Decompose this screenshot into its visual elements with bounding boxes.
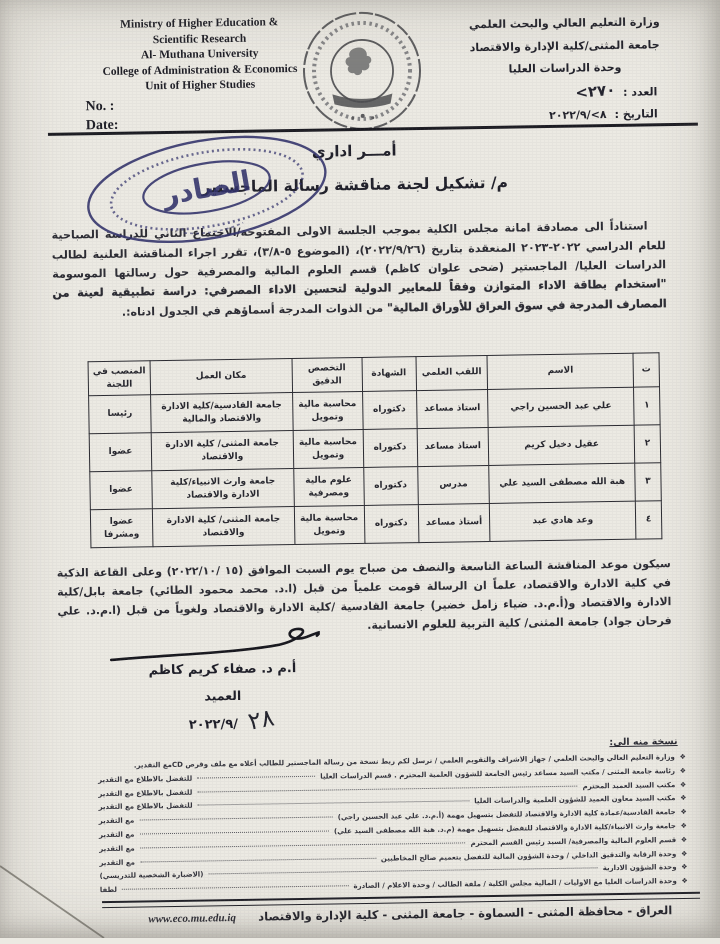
col-header-specialty: التخصص الدقيق [292, 357, 362, 392]
col-header-workplace: مكان العمل [150, 359, 292, 395]
date-label-ar: التاريخ : [614, 107, 658, 121]
diamond-bullet-icon: ❖ [680, 849, 688, 858]
distribution-text: وحدة الرقابة والتدقيق الداخلي / وحدة الشؤون المالية للتفضل بتعميم صالح المخاطبين [380, 849, 677, 863]
number-label: العدد : [622, 84, 658, 99]
distribution-note: للتفضل بالاطلاع مع التقدير [98, 802, 193, 812]
diamond-bullet-icon: ❖ [680, 794, 687, 803]
diamond-bullet-icon: ❖ [680, 835, 688, 844]
distribution-text: وحدة الدراسات العليا مع الاوليات / المالية مجلس الكلية / ملفة الطالب / وحدة الاعلام / الصادرة [353, 877, 677, 891]
cell-specialty: محاسبة مالية وتمويل [294, 505, 365, 544]
distribution-text: وزارة التعليم العالي والبحث العلمي / جهاز الاشراف والتقويم العلمي / نرسل لكم ربط نسخة من رسالة الماجستير للطالب أعلاه مع ملف وقرص CD [171, 753, 675, 769]
cell-workplace: جامعة وارث الانبياء/كلية الادارة والاقتصاد [152, 469, 294, 509]
distribution-heading: نسخة منه الى: [609, 736, 678, 749]
footer-address: العراق - محافظة المثنى - السماوة - جامعة المثنى - كلية الإدارة والاقتصاد [258, 903, 673, 924]
distribution-text: مكتب السيد العميد المحترم [582, 780, 676, 791]
letterhead-en-line: Ministry of Higher Education & [120, 16, 279, 31]
cell-degree: دكتوراه [364, 505, 419, 544]
dotted-leader [197, 785, 577, 792]
date-label-en: Date: [85, 117, 119, 134]
cell-index: ٤ [635, 501, 662, 539]
no-label: No. : [85, 98, 115, 115]
number-date-labels [85, 97, 118, 136]
distribution-list [98, 753, 688, 900]
letterhead-arabic [438, 11, 692, 129]
distribution-text: وحدة الشؤون الادارية [602, 863, 677, 873]
scan-fold-artifact [0, 858, 110, 938]
cell-degree: دكتوراه [363, 429, 418, 468]
cell-academic-title: استاذ مساعد [416, 389, 488, 428]
stamp-text: الصادر [160, 164, 254, 212]
thesis-title: "استخدام بطاقة الاداء المتوازن وفقاً للمعايير الدولية لتحسين الاداء المصرفي: دراسة تطبيقية لعينة من المصارف المدرجة في سوق العراق للأوراق المالية" [52, 277, 667, 315]
cell-index: ١ [634, 387, 661, 425]
diamond-bullet-icon: ❖ [679, 752, 686, 762]
cell-degree: دكتوراه [362, 391, 417, 430]
date-value: ٢٠٢٢/٩/<٨ [548, 108, 607, 122]
committee-table [88, 352, 663, 548]
signature-date-handwritten: ٢٨ [245, 703, 277, 736]
body-p1-intro: استناداً الى مصادقة امانة مجلس الكلية بموجب الجلسة الاولى المفتوحة/الاجتماع الثاني للدراسة الصباحية للعام الدراسي ٢٠٢٢-٢٠٢٣ المنعقدة بتاريخ (٢٠٢٢/٩/٢٦)، (الموضوع ٥-٣/٨)، تقرر اجراء المناقشة العلنية لطالب الدراسات العليا/ الماجستير (ضحى علوان كاظم) قسم العلوم المالية والمصرفية حول رسالتها الموسومة [51, 219, 667, 281]
distribution-note: مع التقدير [99, 844, 135, 853]
distribution-note: (الاضبارة الشخصية للتدريسي) [99, 870, 204, 881]
letterhead-en-line: College of Administration & Economics [102, 62, 298, 78]
distribution-note: لطفا [99, 886, 118, 895]
dotted-leader [140, 857, 376, 862]
cell-degree: دكتوراه [363, 467, 418, 506]
document-title: أمـــر اداري [311, 141, 397, 161]
dotted-leader [122, 885, 348, 890]
col-header-degree: الشهادة [362, 357, 416, 392]
dotted-leader [208, 868, 597, 875]
cell-index: ٢ [634, 425, 661, 463]
col-header-index: ت [633, 353, 659, 387]
distribution-note: مع التقدير [98, 830, 135, 840]
cell-committee-role: عضوا [90, 471, 153, 510]
document-subject: م/ تشكيل لجنة مناقشة رسالة الماجستير [201, 173, 509, 197]
cell-specialty: علوم مالية ومصرفية [293, 467, 364, 506]
letterhead-en-line: Scientific Research [152, 32, 247, 46]
letterhead-en-line: Unit of Higher Studies [145, 78, 256, 93]
dotted-leader [198, 801, 470, 806]
distribution-note: مع التقدير. [133, 760, 173, 770]
diamond-bullet-icon: ❖ [680, 808, 687, 817]
cell-committee-role: رئيسا [89, 395, 152, 434]
col-header-committee-role: المنصب في اللجنة [88, 361, 150, 396]
col-header-name: الاسم [487, 353, 633, 389]
number-value-handwritten: <٢٧٠ [574, 80, 616, 102]
distribution-text: قسم العلوم المالية والمصرفية/ السيد رئيس القسم المحترم [470, 835, 677, 848]
cell-workplace: جامعة المثنى/ كلية الادارة والاقتصاد [151, 431, 293, 471]
signature-date-printed: ٢٠٢٢/٩/ [188, 716, 239, 733]
diamond-bullet-icon: ❖ [679, 766, 687, 775]
letterhead-ar-line: جامعة المثنى/كلية الإدارة والاقتصاد [469, 37, 660, 54]
signature-date [141, 705, 321, 736]
letterhead-en-line: Al- Muthana University [140, 47, 259, 62]
dotted-leader [197, 776, 315, 779]
distribution-text: جامعة وارث الانبياء/كلية الادارة والاقتصاد للتفضل بتسهيل مهمة (م.د. هبة الله مصطفى السيد علي) [333, 822, 676, 836]
cell-academic-title: مدرس [417, 465, 489, 504]
body-p1-close: من الذوات المدرجة أسماؤهم في الجدول ادناه:. [121, 301, 388, 319]
dotted-leader [139, 817, 332, 821]
dotted-leader [140, 842, 466, 848]
distribution-note: مع التقدير [98, 816, 135, 826]
cell-index: ٣ [635, 463, 662, 501]
cell-name: هبة الله مصطفى السيد علي [489, 463, 635, 503]
diamond-bullet-icon: ❖ [681, 863, 688, 872]
cell-name: علي عبد الحسين راجي [488, 387, 634, 427]
diamond-bullet-icon: ❖ [680, 821, 687, 830]
cell-academic-title: استاذ مساعد [417, 427, 489, 466]
footer-website: www.eco.mu.edu.iq [148, 911, 237, 926]
list-item [100, 877, 688, 894]
cell-name: عقيل دخيل كريم [489, 425, 635, 465]
distribution-text: رئاسة جامعة المثنى / مكتب السيد مساعد رئيس الجامعة للشؤون العلمية المحترم . قسم الدراسات العليا [320, 766, 676, 781]
letterhead-ar-line: وحدة الدراسات العليا [508, 60, 622, 76]
diamond-bullet-icon: ❖ [679, 780, 687, 789]
dean-name: أ.م د. صفاء كريم كاظم [148, 661, 297, 679]
dean-role: العميد [204, 687, 242, 704]
cell-specialty: محاسبة مالية وتمويل [292, 391, 363, 430]
distribution-text: جامعة القادسية/عمادة كلية الادارة والاقتصاد للتفضل بتسهيل مهمة (أ.م.د. علي عبد الحسين راجي) [337, 808, 676, 822]
distribution-text: مكتب السيد معاون العميد للشؤون العلمية والدراسات العليا [474, 794, 676, 806]
distribution-note: للتفضل بالاطلاع مع التقدير [98, 774, 193, 784]
letterhead-ar-line: وزارة التعليم العالي والبحث العلمي [468, 15, 660, 32]
distribution-note: مع التقدير [99, 858, 135, 867]
diamond-bullet-icon: ❖ [681, 877, 688, 886]
cell-name: وعد هادي عبد [490, 501, 636, 541]
col-header-academic-title: اللقب العلمي [416, 355, 488, 390]
cell-workplace: جامعة القادسية/كلية الادارة والاقتصاد والمالية [151, 393, 293, 433]
cell-workplace: جامعة المثنى/ كلية الادارة والاقتصاد [152, 507, 294, 547]
cell-academic-title: أستاذ مساعد [418, 503, 490, 542]
dotted-leader [139, 831, 329, 835]
table-row [90, 501, 662, 548]
cell-committee-role: عضوا ومشرفا [90, 509, 153, 548]
cell-committee-role: عضوا [89, 433, 152, 472]
cell-specialty: محاسبة مالية وتمويل [293, 429, 364, 468]
body-paragraph-2: سيكون موعد المناقشة الساعة التاسعة والنصف من صباح يوم السبت الموافق (⁦١٥ /٢٠٢٢/١٠⁩) وعلى القاعة الذكية في كلية الادارة والاقتصاد، علماً ان الرسالة قومت علمياً من قبل (ا.د. محمد محمود الطائي) جامعة بابل/كلية الادارة والاقتصاد و(أ.م.د. ضياء زامل خضير) جامعة القادسية /كلية الادارة والاقتصاد ولغوياً من قبل (ا.م.د. علي فرحان جواد) جامعة المثنى/ كلية التربية للعلوم الانسانية. [56, 557, 672, 632]
distribution-note: للتفضل بالاطلاع مع التقدير [98, 788, 193, 798]
